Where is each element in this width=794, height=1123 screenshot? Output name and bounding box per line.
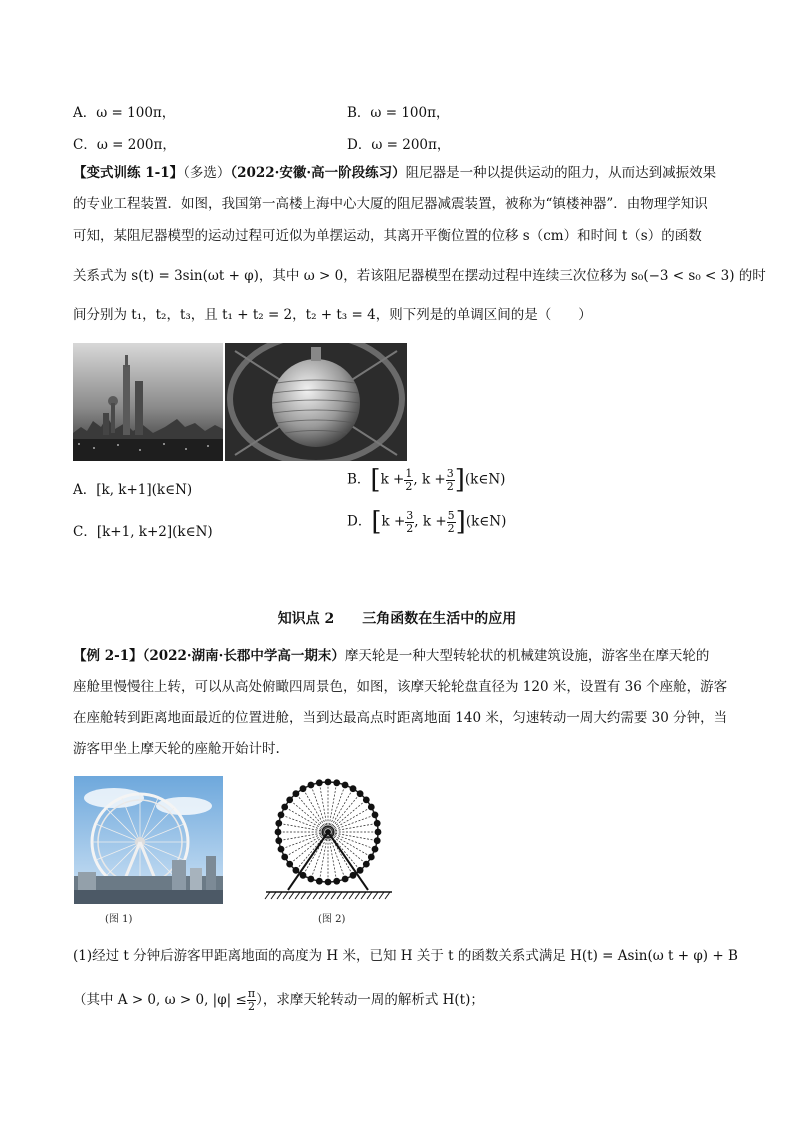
wheel-cabin [308, 876, 315, 883]
wheel-cabin [333, 779, 340, 786]
wheel-cabin [368, 854, 375, 861]
wheel-cabin [342, 782, 349, 789]
ground-hatch [331, 892, 336, 899]
option-b-text: ω = 100π， [370, 105, 450, 121]
question-line-1: (1)经过 t 分钟后游客甲距离地面的高度为 H 米，已知 H 关于 t 的函数关系式满足 H(t) = Asin(ω t + φ) + B [73, 948, 738, 964]
variant-tag: 【变式训练 1-1】 [73, 165, 184, 181]
wheel-cabin [293, 867, 300, 874]
wheel-cabin [374, 837, 381, 844]
wheel-cabin [275, 829, 282, 836]
variant-line-4: 关系式为 s(t) = 3sin(ωt + φ)，其中 ω > 0，若该阻尼器模型在摆动过程中连续三次位移为 s₀(−3 < s₀ < 3) 的时 [73, 268, 766, 284]
interval-option-c: C．[k+1, k+2](k∈N) [73, 524, 213, 540]
figure-2-caption: (图 2) [318, 914, 346, 925]
example-line-3: 在座舱转到距离地面最近的位置进舱，当到达最高点时距离地面 140 米，匀速转动一周大约需要 30 分钟，当 [73, 710, 728, 726]
ferris-wheel-diagram [262, 772, 397, 906]
wheel-cabin [278, 846, 285, 853]
wheel-cabin [281, 854, 288, 861]
interval-option-b: B．[k + $\frac{1}{2}$ , k + $\frac{3}{2}$ ](k∈N) [347, 465, 506, 495]
example-tag: 【例 2-1】 [73, 648, 143, 664]
ground-hatch [379, 892, 384, 899]
variant-line-3: 可知，某阻尼器模型的运动过程可近似为单摆运动，其离开平衡位置的位移 s（cm）和时间 t（s）的函数 [73, 228, 702, 244]
wheel-cabin [342, 876, 349, 883]
ground-hatch [289, 892, 294, 899]
variant-line-2: 的专业工程装置．如图，我国第一高楼上海中心大厦的阻尼器减震装置，被称为“镇楼神器”．由物理学知识 [73, 196, 708, 212]
option-d-text: ω = 200π， [371, 137, 451, 153]
wheel-cabin [286, 797, 293, 804]
wheel-cabin [372, 812, 379, 819]
ground-hatch [367, 892, 372, 899]
wheel-cabin [333, 878, 340, 885]
wheel-cabin [325, 779, 332, 786]
ground-hatch [301, 892, 306, 899]
wheel-cabin [372, 846, 379, 853]
option-c-text: ω = 200π， [96, 137, 176, 153]
option-a: A．ω = 100π， [73, 105, 176, 121]
ground-hatch [337, 892, 342, 899]
ground-hatch [319, 892, 324, 899]
example-line-2: 座舱里慢慢往上转，可以从高处俯瞰四周景色，如图，该摩天轮轮盘直径为 120 米，设置有 36 个座舱，游客 [73, 679, 728, 695]
wheel-spoke [328, 794, 360, 832]
wheel-cabin [281, 804, 288, 811]
ground-hatch [265, 892, 270, 899]
ground-hatch [271, 892, 276, 899]
section-heading: 知识点 2 三角函数在生活中的应用 [277, 611, 517, 627]
ground-hatch [325, 892, 330, 899]
wheel-cabin [316, 878, 323, 885]
wheel-cabin [374, 820, 381, 827]
wheel-cabin [368, 804, 375, 811]
interval-option-d: D．[k + $\frac{3}{2}$ , k + $\frac{5}{2}$ ](k∈N) [347, 507, 507, 537]
wheel-cabin [316, 779, 323, 786]
example-line-1: 【例 2-1】（2022·湖南·长郡中学高一期末）摩天轮是一种大型转轮状的机械建筑设施，游客坐在摩天轮的 [73, 648, 710, 664]
ground-hatch [373, 892, 378, 899]
ground-hatch [295, 892, 300, 899]
wheel-cabin [275, 837, 282, 844]
question-line-2: （其中 A > 0, ω > 0, |φ| ≤ $\frac{\pi}{2}$ ），求摩天轮转动一周的解析式 H(t)； [73, 987, 484, 1013]
option-a-text: ω = 100π， [96, 105, 176, 121]
wheel-cabin [363, 797, 370, 804]
wheel-cabin [275, 820, 282, 827]
wheel-cabin [325, 879, 332, 886]
wheel-cabin [300, 785, 307, 792]
wheel-cabin [357, 867, 364, 874]
skyline-photo [73, 343, 223, 461]
ground-hatch [343, 892, 348, 899]
wheel-cabin [363, 861, 370, 868]
wheel-cabin [293, 790, 300, 797]
option-c: C．ω = 200π， [73, 137, 176, 153]
option-b: B．ω = 100π， [347, 105, 450, 121]
ferris-wheel-photo [74, 776, 223, 904]
wheel-cabin [308, 782, 315, 789]
ground-hatch [361, 892, 366, 899]
ground-hatch [277, 892, 282, 899]
wheel-spoke [290, 800, 328, 832]
example-line-4: 游客甲坐上摩天轮的座舱开始计时. [73, 741, 280, 757]
wheel-cabin [357, 790, 364, 797]
example-source: （2022·湖南·长郡中学高一期末） [142, 648, 345, 664]
ground-hatch [283, 892, 288, 899]
wheel-svg [262, 772, 397, 906]
ground-hatch [385, 892, 390, 899]
wheel-spoke [328, 800, 366, 832]
interval-option-a-text: [k, k+1](k∈N) [96, 482, 193, 498]
wheel-spoke [296, 794, 328, 832]
variant-line-1: 【变式训练 1-1】（多选）（2022·安徽·高一阶段练习）阻尼器是一种以提供运动的阻力，从而达到减振效果 [73, 165, 717, 181]
ground-hatch [307, 892, 312, 899]
variant-source: （2022·安徽·高一阶段练习） [230, 165, 406, 181]
interval-option-a: A．[k, k+1](k∈N) [73, 482, 193, 498]
wheel-cabin [278, 812, 285, 819]
figure-1-caption: (图 1) [105, 914, 133, 925]
ground-hatch [355, 892, 360, 899]
wheel-cabin [286, 861, 293, 868]
interval-option-c-text: [k+1, k+2](k∈N) [96, 524, 213, 540]
wheel-cabin [375, 829, 382, 836]
wheel-cabin [350, 785, 357, 792]
ground-hatch [349, 892, 354, 899]
option-d: D．ω = 200π， [347, 137, 451, 153]
variant-line-5: 间分别为 t₁，t₂，t₃，且 t₁ + t₂ = 2，t₂ + t₃ = 4，则下列是的单调区间的是（ ） [73, 307, 592, 323]
damper-photo [225, 343, 407, 461]
ground-hatch [313, 892, 318, 899]
